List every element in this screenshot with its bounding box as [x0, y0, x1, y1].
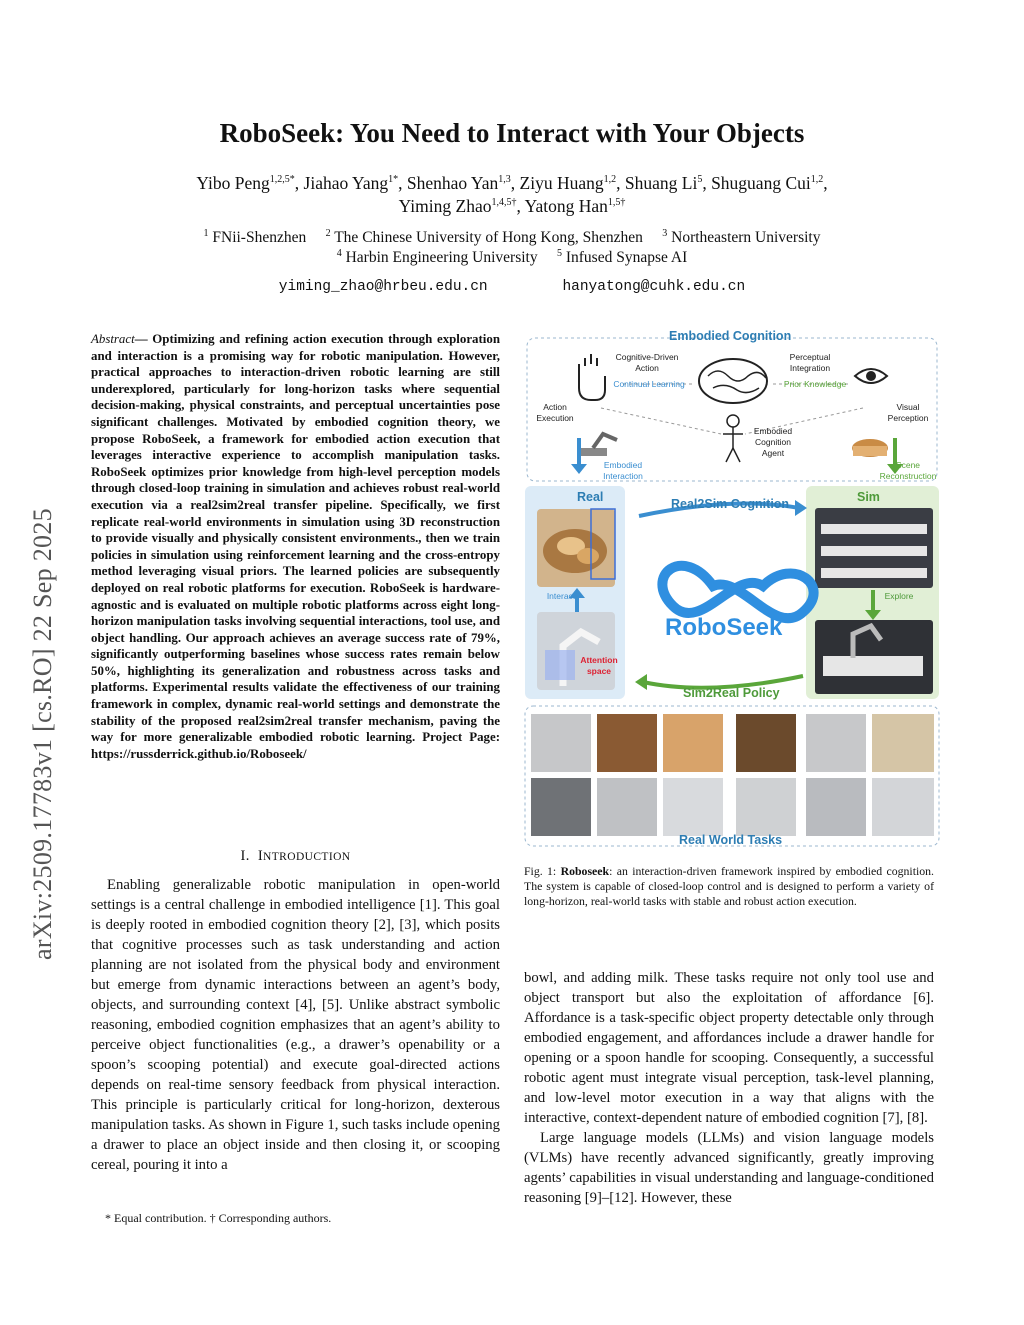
- caption-bold: Roboseek: [560, 864, 610, 878]
- roboseek-logo-text: RoboSeek: [665, 614, 783, 641]
- affiliations: $^1$ FNii-Shenzhen $^2$ The Chinese University of Hong Kong, Shenzhen $^3$ Northeastern University $^4$ Harbin Engineering University $^5$ Infused Synapse AI: [203, 227, 821, 266]
- scene-reconstruction-label: Scene Reconstruction: [879, 460, 937, 481]
- footnote: * Equal contribution. † Corresponding authors.: [105, 1211, 332, 1225]
- author-emails: [0, 279, 1024, 295]
- agent-icon: [723, 415, 743, 462]
- paragraph: Large language models (LLMs) and vision language models (VLMs) have recently advanced significantly, greatly improving agents’ capabilities in visual understanding and language-conditioned reasoning [9]–[12]. However, these: [524, 1130, 934, 1206]
- real2sim-cognition-label: Real2Sim Cognition: [671, 497, 790, 511]
- explore-label: Explore: [884, 591, 914, 601]
- abstract-label: Abstract: [91, 332, 135, 346]
- author: Shuguang Cui: [711, 173, 811, 193]
- real-world-tasks-label: Real World Tasks: [679, 833, 783, 847]
- intro-paragraph: Enabling generalizable robotic manipulation in open-world settings is a central challenge in embodied intelligence [1]. This goal is deeply rooted in embodied cognition theory [2], [3], which posits that cognitive processes such as task understanding and action planning are not isolated from the physical body and environment but emerge from dynamic interactions between an agent’s body, objects, and surrounding context [4], [5]. Unlike abstract symbolic reasoning, embodied cognition emphasizes that an agent’s ability to perceive object functionalities (e.g., a drawer’s openability or a spoon’s scooping potential) and execute goal-directed actions depends on real-time sensory feedback from physical interaction. This principle is particularly critical for long-horizon, dexterous manipulation tasks. As shown in Figure 1, such tasks include opening a drawer to place an object inside and then closing it, or scooping cereal, pouring it into a: [91, 877, 500, 1173]
- interact-label: Interact: [546, 591, 576, 601]
- visual-perception-label: Visual Perception: [887, 402, 929, 423]
- hand-icon: [579, 354, 605, 400]
- figure-1: [523, 326, 941, 856]
- paper-title: RoboSeek: You Need to Interact with Your Objects: [219, 118, 805, 148]
- real-label: Real: [577, 490, 604, 504]
- eye-icon: [855, 369, 887, 383]
- action-execution-label: Action Execution: [536, 402, 574, 423]
- email[interactable]: yiming_zhao@hrbeu.edu.cn: [278, 279, 488, 295]
- embodied-cognition-title: Embodied Cognition: [669, 329, 792, 343]
- author: Yibo Peng: [196, 173, 270, 193]
- author: Yiming Zhao: [398, 196, 492, 216]
- author: Ziyu Huang: [519, 173, 604, 193]
- cognitive-driven-action-label: Cognitive-Driven Action: [615, 352, 679, 373]
- figure-caption: [524, 864, 934, 910]
- task-photos: [531, 714, 934, 836]
- attention-space-label: Attention space: [580, 655, 618, 676]
- brain-icon: [699, 359, 767, 403]
- author-list: Yibo Peng$^{1,2,5*}$, Jiahao Yang$^{1*}$, Shenhao Yan$^{1,3}$, Ziyu Huang$^{1,2}$, Shuang Li$^5$, Shuguang Cui$^{1,2}$, Yiming Zhao$^{1,4,5\dagger}$, Yatong Han$^{1,5\dagger}$: [196, 173, 828, 216]
- author: Jiahao Yang: [303, 173, 389, 193]
- sim-label: Sim: [857, 490, 880, 504]
- abstract: Abstract— Optimizing and refining action execution through exploration and interaction is a promising way for robotic manipulation. However, practical approaches to interaction-driven robotic learning are still underexplored, particularly for long-horizon tasks where sequential decision-making, physical constraints, and perceptual uncertainties pose significant challenges. Motivated by embodied cognition theory, we propose RoboSeek, a framework for embodied action execution that leverages interactive experience to accomplish manipulation tasks. RoboSeek optimizes prior knowledge from high-level perception models through closed-loop training in simulation and achieves robust real-world execution via a real2sim2real transfer pipeline. Specifically, we first replicate real-world environments in simulation using 3D reconstruction to provide visually and physically consistent environments., then we train policies in simulation using reinforcement learning and the cross-entropy method leveraging visual priors. The learned policies are subsequently deployed on real robotic platforms for execution. RoboSeek is hardware-agnostic and is evaluated on multiple robotic platforms across eight long-horizon manipulation tasks involving sequential interactions, tool use, and object handling. Our approach achieves an average success rate of 79%, significantly outperforming baselines whose success rates remain below 50%, highlighting its generalization and robustness across tasks and platforms. Experimental results validate the effectiveness of our training framework in complex, dynamic real-world settings and demonstrate the stability of the proposed real2sim2real transfer mechanism, paving the way for more generalizable embodied robotic learning. Project Page: https://russderrick.github.io/Roboseek/: [91, 332, 500, 761]
- caption-text: : an interaction-driven framework inspired by embodied cognition. The system is capable of closed-loop control and is designed to perform a variety of long-horizon, real-world tasks with stable and robust action execution.: [524, 864, 935, 909]
- section-heading: I. INTRODUCTION: [240, 848, 351, 864]
- infinity-logo: [662, 566, 813, 618]
- author: Shuang Li: [624, 173, 698, 193]
- paragraph: bowl, and adding milk. These tasks require not only tool use and object transport but also the exploitation of affordance [6]. Affordance is a task-specific object property detectable only through embodied engagement, and affordances include a drawer handle for opening or a spoon handle for scooping. Consequently, a successful robotic agent must integrate visual perception, task-level planning, and low-level motor execution in a way that aligns with the interactive, context-dependent nature of embodied cognition [7], [8].: [524, 970, 934, 1126]
- embodied-interaction-label: Embodied Interaction: [603, 460, 643, 481]
- bread-icon: [852, 439, 888, 457]
- robot-arm-icon: [581, 434, 617, 456]
- author: Shenhao Yan: [406, 173, 499, 193]
- continual-learning-label: Continual Learning: [613, 379, 685, 389]
- right-column-text: [524, 968, 934, 1208]
- perceptual-integration-label: Perceptual Integration: [789, 352, 831, 373]
- email[interactable]: hanyatong@cuhk.edu.cn: [562, 279, 746, 295]
- embodied-cognition-agent-label: Embodied Cognition Agent: [753, 426, 793, 458]
- arxiv-identifier: arXiv:2509.17783v1 [cs.RO] 22 Sep 2025: [28, 508, 57, 960]
- author: Yatong Han: [524, 196, 608, 216]
- prior-knowledge-label: Prior Knowledge: [783, 379, 847, 389]
- abstract-text: Optimizing and refining action execution through exploration and interaction is a promising way for robotic manipulation. However, practical approaches to interaction-driven robotic learning are still underexplored, particularly for long-horizon tasks where sequential decision-making, physical constraints, and perceptual uncertainties pose significant challenges. Motivated by embodied cognition theory, we propose RoboSeek, a framework for embodied action execution that leverages interactive experience to accomplish manipulation tasks. RoboSeek optimizes prior knowledge from high-level perception models through closed-loop training in simulation and achieves robust real-world execution via a real2sim2real transfer pipeline. Specifically, we first replicate real-world environments in simulation using 3D reconstruction to provide visually and physically consistent environments., then we train policies in simulation using reinforcement learning and the cross-entropy method leveraging visual priors. The learned policies are subsequently deployed on real robotic platforms for execution. RoboSeek is hardware-agnostic and is evaluated on multiple robotic platforms across eight long-horizon manipulation tasks involving sequential interactions, tool use, and object handling. Our approach achieves an average success rate of 79%, significantly outperforming baselines whose success rates remain below 50%, highlighting its generalization and robustness across tasks and platforms. Experimental results validate the effectiveness of our training framework in complex, dynamic real-world settings and demonstrate the stability of the proposed real2sim2real transfer mechanism, paving the way for more generalizable embodied robotic learning. Project Page: https://russderrick.github.io/Roboseek/: [91, 332, 500, 761]
- caption-label: Fig. 1:: [524, 864, 557, 878]
- sim2real-policy-label: Sim2Real Policy: [683, 686, 780, 700]
